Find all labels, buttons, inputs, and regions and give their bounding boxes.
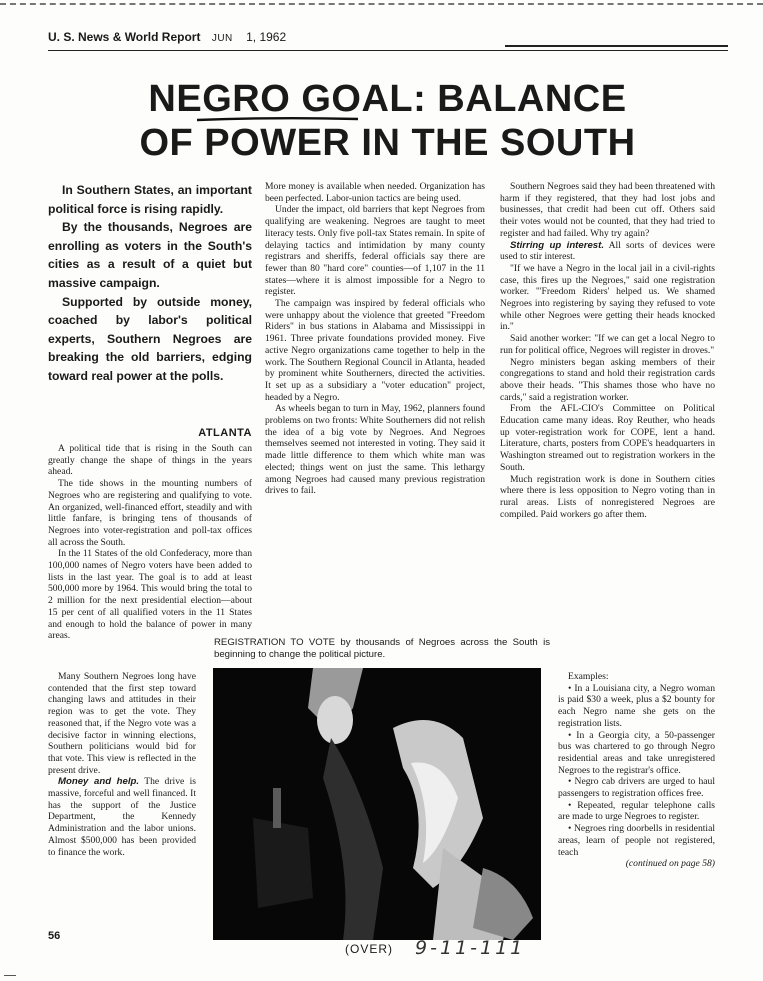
column-1 — [48, 443, 252, 642]
column-3 — [500, 181, 715, 520]
subhead-money-and-help: Money and help. — [58, 776, 140, 788]
publication-name: U. S. News & World Report — [48, 30, 201, 44]
paragraph: All sorts of devices were used to stir interest. — [500, 239, 715, 263]
paragraph: More money is available when needed. Organization has been perfected. Labor-union tactics are being used. — [265, 181, 485, 204]
column-3-lower — [558, 671, 715, 870]
paragraph: As wheels began to turn in May, 1962, planners found problems on two fronts: White Southerners did not relish the idea of a big vote by Negroes. And Negroes themselves seemed not interested in voting. They said it made little difference to them which white man was elected; things went on just the same. This lethargy among Negroes had caused many previous registration drives to fail. — [265, 403, 485, 497]
example-item: • In a Georgia city, a 50-passenger bus was chartered to go through Negro residential areas and take unregistered Negroes to the registrar's office. — [558, 729, 715, 776]
paragraph: Negro ministers began asking members of their congregations to stand and hold their registration cards above their heads. "This shames those who have no cards," said a registration worker. — [500, 356, 715, 403]
example-item: • Repeated, regular telephone calls are made to urge Negroes to register. — [558, 799, 715, 823]
example-item: • Negro cab drivers are urged to haul passengers to registration offices free. — [558, 776, 715, 800]
paragraph: From the AFL-CIO's Committee on Political Education came many ideas. Roy Reuther, who heads up voter-registration work for COPE, lent a hand. Literature, charts, posters from COPE's headquarters in Washington streamed out to registration workers in the South. — [500, 403, 715, 473]
examples-label: Examples: — [568, 671, 609, 682]
example-item: • In a Louisiana city, a Negro woman is paid $30 a week, plus a $2 bounty for each Negro name she gets on the registration lists. — [558, 682, 715, 729]
lead-paragraph: By the thousands, Negroes are enrolling as voters in the South's cities as a result of a quiet but massive campaign. — [48, 220, 252, 290]
paragraph: The drive is massive, forceful and well financed. It has the support of the Justice Department, the Kennedy Administration and the labor unions. Almost $500,000 has been provided to finance the work. — [48, 776, 196, 858]
dateline: ATLANTA — [198, 427, 252, 439]
continued-note: (continued on page 58) — [625, 858, 715, 870]
paragraph: "If we have a Negro in the local jail in a civil-rights case, this fires up the Negroes," said one registration worker. "'Freedom Riders' helped us. We shamed Negroes into registering by saying they refused to vote while other Negroes were getting their heads knocked in." — [500, 262, 715, 333]
lead-summary — [48, 181, 252, 386]
paragraph: Much registration work is done in Southern cities where there is less opposition to Negro voting than in rural areas. Lists of nonregistered Negroes are compiled. Paid workers go after them. — [500, 473, 715, 520]
masthead-rule — [505, 45, 728, 47]
handwritten-number: 9-11-111 — [415, 937, 526, 959]
bottom-mark — [4, 975, 16, 976]
paragraph: Under the impact, old barriers that kept Negroes from qualifying are weakening. Negroes are taught to meet literacy tests. Only five poll-tax States remain. In spite of delaying tactics and intimidation by many county registrars and sheriffs, federal officials say there are fewer than 80 "hard core" counties—of 1,107 in the 11 states—where it is almost impossible for a Negro to register. — [265, 204, 485, 298]
example-item: • Negroes ring doorbells in residential areas, learn of people not registered, teach — [558, 823, 715, 858]
masthead — [48, 30, 286, 44]
column-1-lower — [48, 671, 196, 858]
lead-paragraph: Supported by outside money, coached by labor's political experts, Southern Negroes are breaking the old barriers, edging toward real power at the polls. — [48, 294, 252, 383]
paragraph: In the 11 States of the old Confederacy, more than 100,000 names of Negro voters have been added to lists in the last year. The goal is to add at least 500,000 more by 1964. This would bring the total to 2 million for the next presidential election—about 15 per cent of all qualified voters in the 11 States and enough to hold the balance of power in many areas. — [48, 548, 252, 642]
column-2 — [265, 181, 485, 497]
over-note: (OVER) — [345, 942, 393, 956]
photo-image — [213, 668, 541, 940]
masthead-date: 1, 1962 — [246, 30, 287, 44]
headline-line-1: NEGRO GOAL: BALANCE — [148, 78, 627, 120]
lead-paragraph: In Southern States, an important political force is rising rapidly. — [48, 183, 252, 216]
registration-photo — [213, 668, 541, 940]
top-perforation — [0, 3, 763, 5]
masthead-month: JUN — [211, 33, 233, 44]
paragraph: The tide shows in the mounting numbers of Negroes who are registering and qualifying to vote. An organized, well-financed effort, steadily and with little fanfare, is bringing tens of thousands of Negroes into voter-registration and poll-tax offices all across the South. — [48, 478, 252, 548]
paragraph: The campaign was inspired by federal officials who were unhappy about the violence that greeted "Freedom Riders" in bus stations in Alabama and Mississippi in 1961. Three private foundations provided money. Five active Negro organizations came together to help in the work. The Southern Regional Council in Atlanta, headed by prominent white Southerners, directed the activities. It set up as a subsidiary a "voter education" project, headed by a Negro. — [265, 298, 485, 403]
photo-caption: REGISTRATION TO VOTE by thousands of Negroes across the South is beginning to change the political picture. — [214, 637, 550, 661]
paragraph: Southern Negroes said they had been threatened with harm if they registered, that they had lost jobs and businesses, that credit had been cut off. Others said their votes would not be counted, that they had tried to register and had failed. Why try again? — [500, 181, 715, 239]
paragraph: Said another worker: "If we can get a local Negro to run for political office, Negroes will register in droves." — [500, 333, 715, 356]
subhead-stirring-up-interest: Stirring up interest. — [510, 239, 604, 251]
page-number: 56 — [48, 930, 61, 942]
headline-line-2: OF POWER IN THE SOUTH — [139, 122, 636, 164]
masthead-underline — [48, 50, 728, 51]
paragraph: A political tide that is rising in the South can greatly change the shape of things in the years ahead. — [48, 443, 252, 478]
paragraph: Many Southern Negroes long have contended that the first step toward changing laws and attitudes in their region was to get the vote. They reasoned that, if the Negro vote was a decisive factor in winning elections, Southern politicians would bid for that vote. This view is reflected in the present drive. — [48, 671, 196, 776]
